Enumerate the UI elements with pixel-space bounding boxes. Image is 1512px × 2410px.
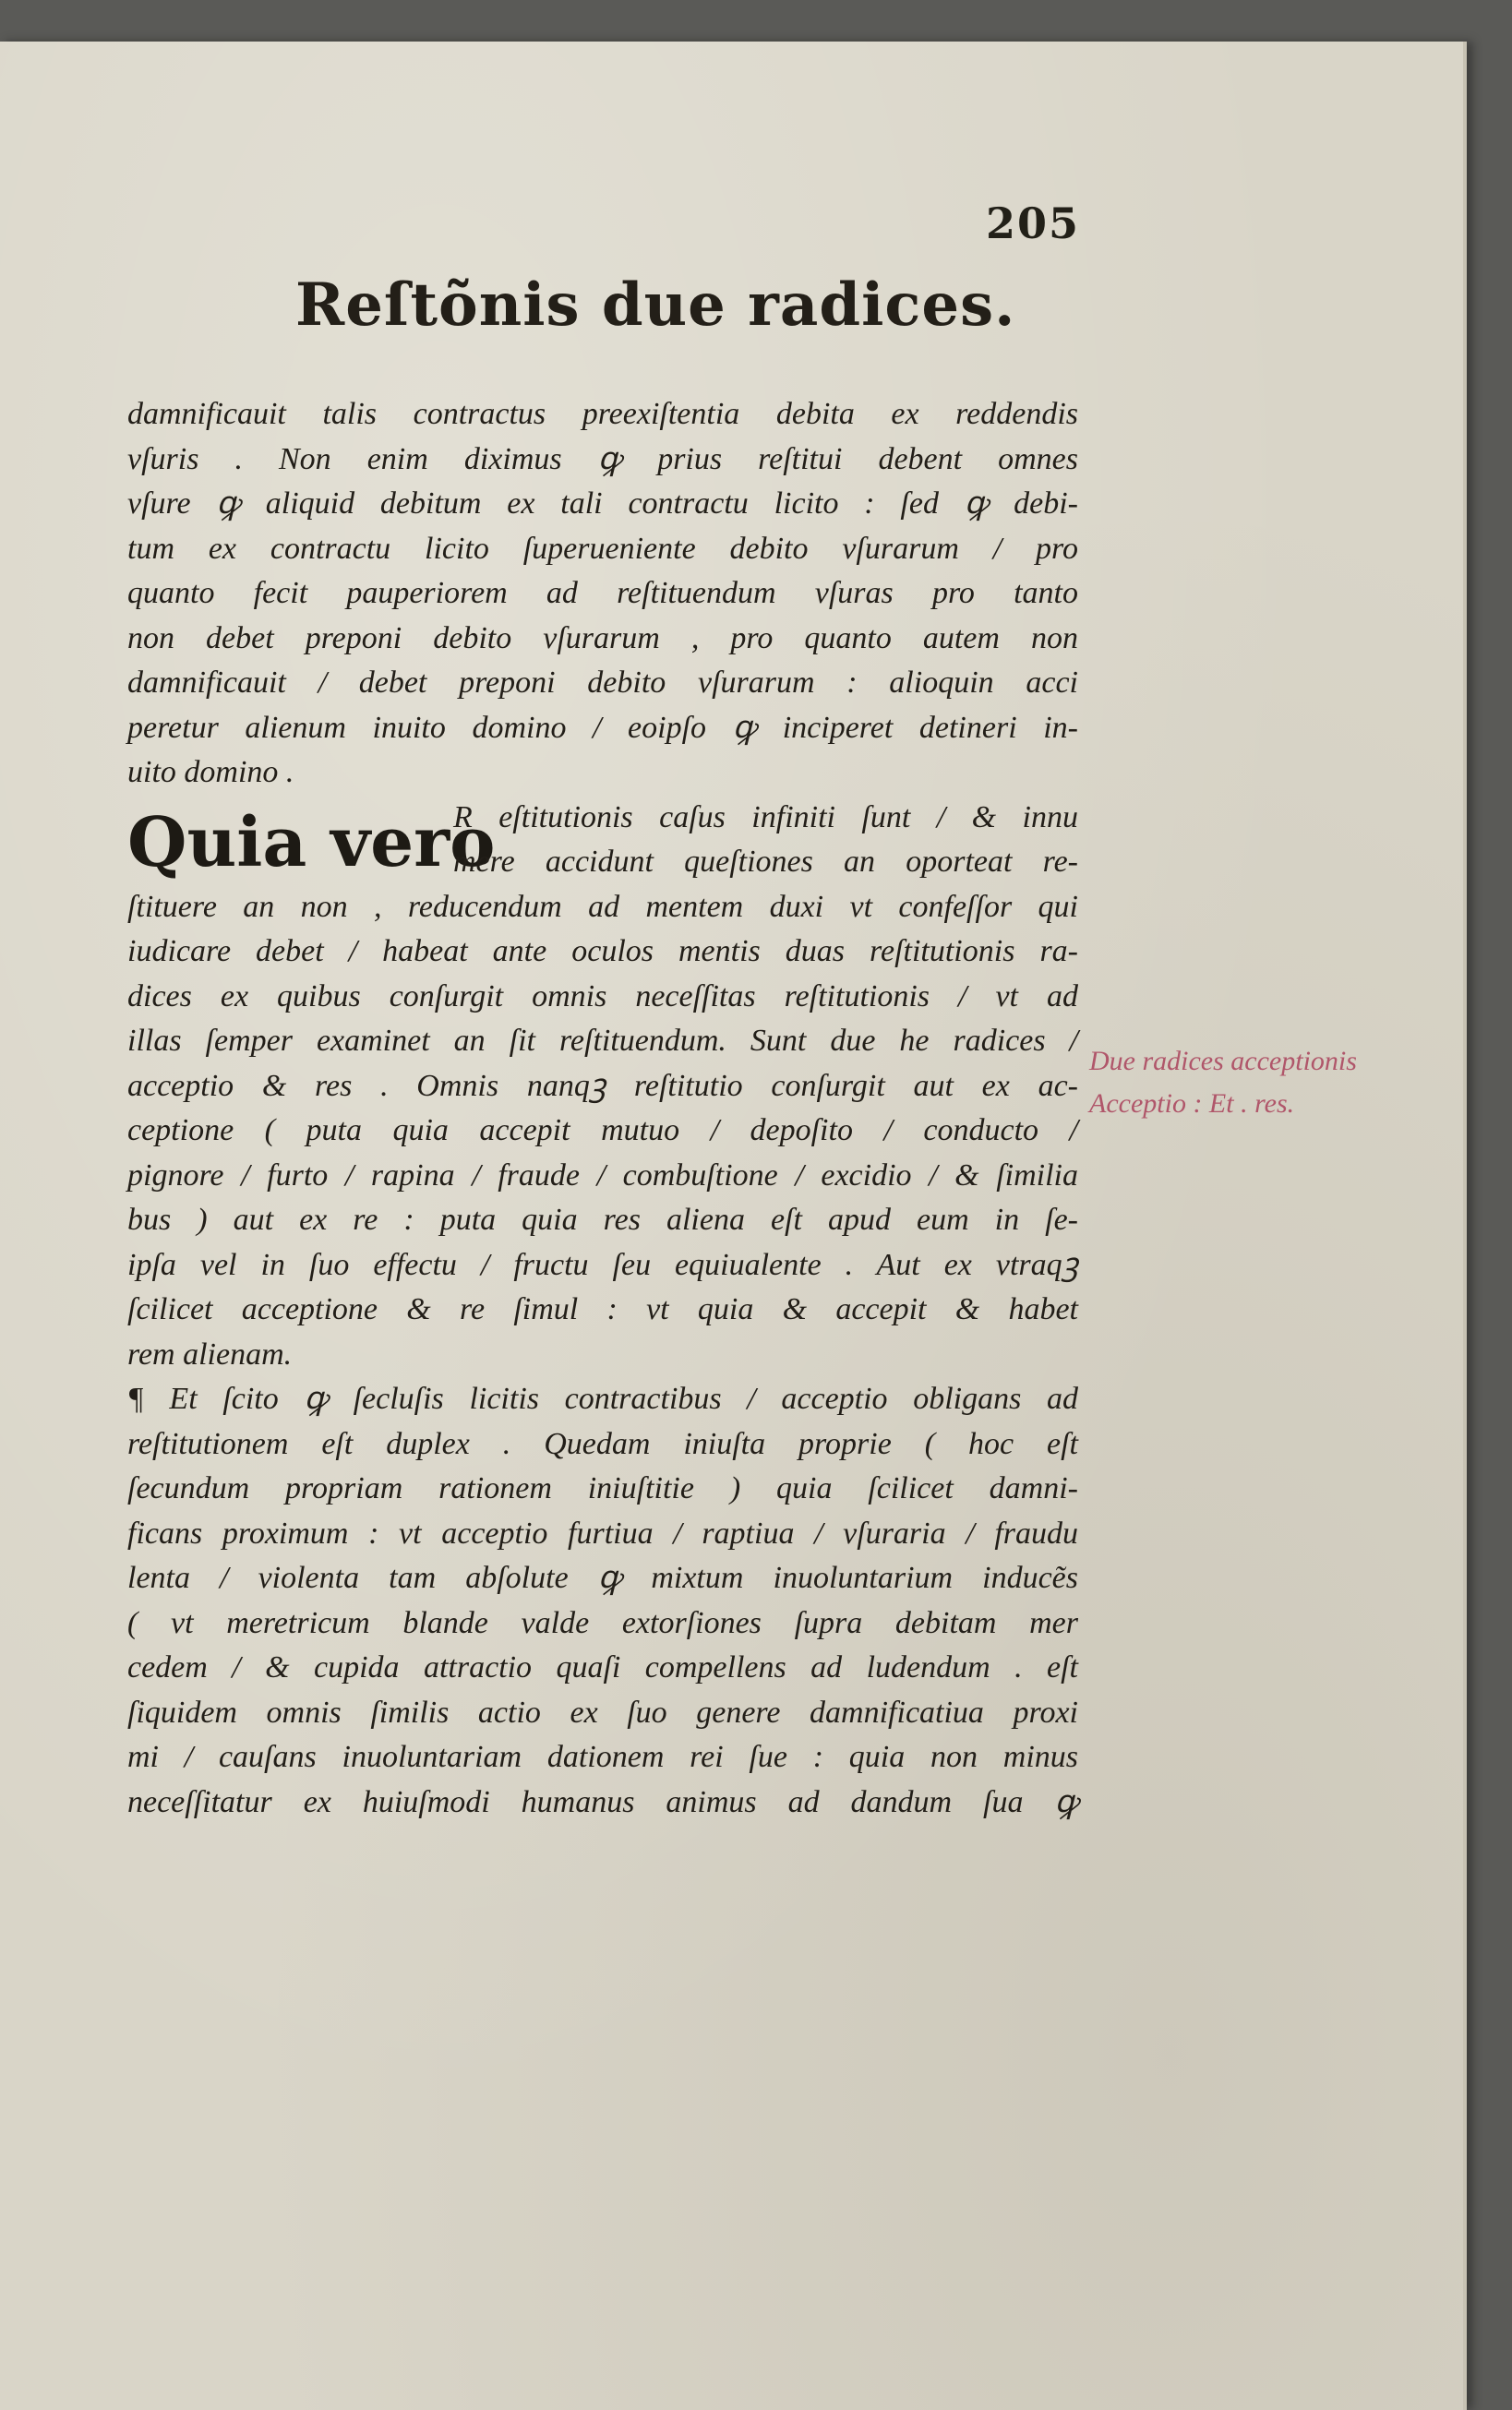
text-line: ( vt meretricum blande valde extorſiones ſupra debitam mer bbox=[127, 1605, 1078, 1640]
text-line: mi / cauſans inuoluntariam dationem rei ſue : quia non minus bbox=[127, 1740, 1078, 1774]
text-line: ſcilicet acceptione & re ſimul : vt quia & accepit & habet bbox=[127, 1292, 1078, 1326]
paragraph-1 bbox=[127, 392, 1078, 796]
text-line: illas ſemper examinet an ſit reſtituendum. Sunt due he radices / bbox=[127, 1024, 1078, 1058]
text-line: ſecundum propriam rationem iniuſtitie ) quia ſcilicet damni- bbox=[127, 1471, 1078, 1505]
text-line: ſiquidem omnis ſimilis actio ex ſuo genere damnificatiua proxi bbox=[127, 1695, 1078, 1730]
text-line: ceptione ( puta quia accepit mutuo / depoſito / conducto / bbox=[127, 1113, 1078, 1147]
text-line: non debet preponi debito vſurarum , pro quanto autem non bbox=[127, 620, 1078, 655]
folio-number: 205 bbox=[986, 198, 1081, 248]
text-line: damnificauit talis contractus preexiſtentia debita ex reddendis bbox=[127, 397, 1078, 431]
book-page bbox=[0, 42, 1467, 2410]
text-line: pignore / furto / rapina / fraude / combuſtione / excidio / & ſimilia bbox=[127, 1157, 1078, 1193]
annotation-line: Due radices acceptionis bbox=[1089, 1046, 1357, 1076]
text-line: vſure ꝙ aliquid debitum ex tali contractu licito : ſed ꝙ debi- bbox=[127, 486, 1078, 521]
text-line: bus ) aut ex re : puta quia res aliena eſt apud eum in ſe- bbox=[127, 1203, 1078, 1237]
annotation-line: Acceptio : Et . res. bbox=[1089, 1088, 1295, 1119]
text-line: peretur alienum inuito domino / eoipſo ꝙ inciperet detineri in- bbox=[127, 710, 1078, 745]
text-line: ſtituere an non , reducendum ad mentem duxi vt confeſſor qui bbox=[127, 889, 1078, 924]
text-line: rem alienam. bbox=[127, 1337, 293, 1372]
text-line: cedem / & cupida attractio quaſi compellens ad ludendum . eſt bbox=[127, 1650, 1078, 1685]
text-line: ficans proximum : vt acceptio furtiua / raptiua / vſuraria / fraudu bbox=[127, 1516, 1078, 1551]
text-line: mere accidunt queſtiones an oporteat re- bbox=[453, 845, 1078, 879]
text-line: R eſtitutionis caſus infiniti ſunt / & innu bbox=[453, 799, 1078, 834]
marginal-annotation bbox=[1089, 1040, 1357, 1125]
running-head: Reſtõnis due radices. bbox=[295, 270, 1016, 340]
text-line: ¶ Et ſcito ꝙ ſecluſis licitis contractibus / acceptio obligans ad bbox=[127, 1382, 1078, 1416]
main-text-block bbox=[127, 392, 1078, 1825]
text-line: tum ex contractu licito ſuperueniente debito vſurarum / pro bbox=[127, 531, 1078, 566]
paragraph-3 bbox=[127, 1377, 1078, 1825]
text-line: reſtitutionem eſt duplex . Quedam iniuſta proprie ( hoc eſt bbox=[127, 1426, 1078, 1461]
text-line: lenta / violenta tam abſolute ꝙ mixtum inuoluntarium inducẽs bbox=[127, 1561, 1078, 1595]
text-line: uito domino . bbox=[127, 755, 294, 789]
text-line: iudicare debet / habeat ante oculos mentis duas reſtitutionis ra- bbox=[127, 934, 1078, 968]
text-line: acceptio & res . Omnis nanqꝫ reſtitutio conſurgit aut ex ac- bbox=[127, 1068, 1078, 1103]
text-line: ipſa vel in ſuo effectu / fructu ſeu equiualente . Aut ex vtraqꝫ bbox=[127, 1247, 1078, 1282]
paragraph-2 bbox=[127, 885, 1078, 1378]
text-line: vſuris . Non enim diximus ꝙ prius reſtitui debent omnes bbox=[127, 441, 1078, 476]
text-line: neceſſitatur ex huiuſmodi humanus animus ad dandum ſua ꝙ bbox=[127, 1784, 1078, 1819]
text-line: quanto fecit pauperiorem ad reſtituendum vſuras pro tanto bbox=[127, 576, 1078, 610]
text-line: damnificauit / debet preponi debito vſurarum : alioquin acci bbox=[127, 665, 1078, 700]
decorated-opening bbox=[127, 796, 1078, 885]
display-initial: Quia vero bbox=[127, 802, 496, 882]
initial-side-lines bbox=[453, 796, 1078, 885]
text-line: dices ex quibus conſurgit omnis neceſſitas reſtitutionis / vt ad bbox=[127, 978, 1078, 1013]
